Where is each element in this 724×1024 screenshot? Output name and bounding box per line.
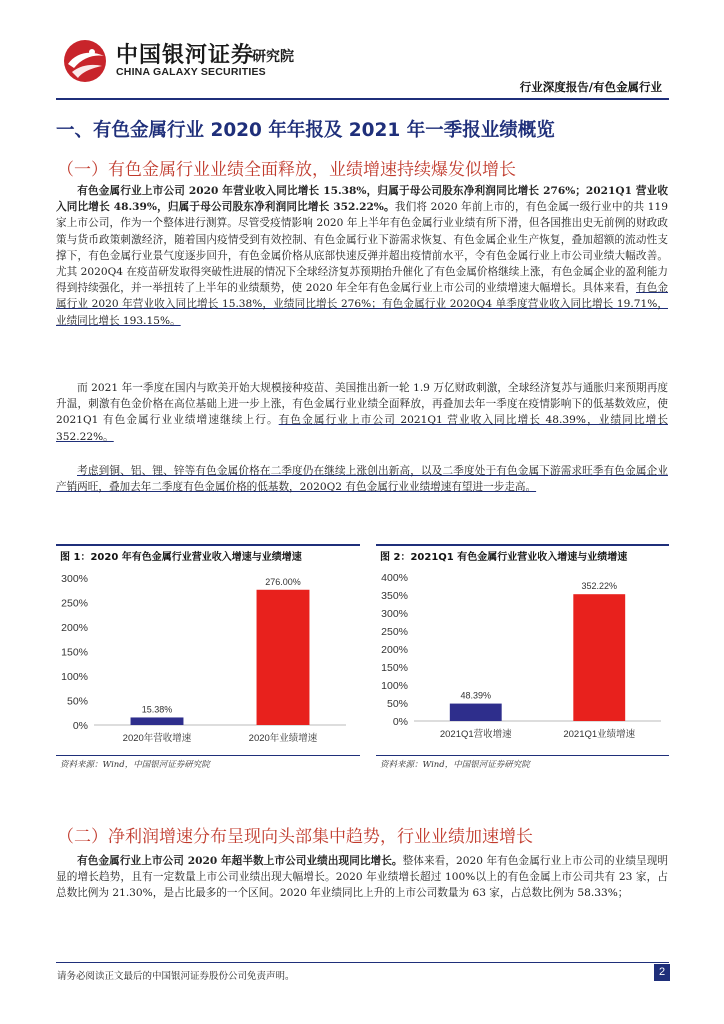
paragraph-4 [56, 853, 668, 902]
figure-2-plot [381, 572, 661, 740]
y-tick-label: 250% [61, 597, 88, 610]
bar-1 [450, 704, 502, 721]
y-tick-label: 250% [381, 626, 408, 638]
galaxy-logo-icon [62, 38, 108, 84]
y-tick-label: 150% [381, 662, 408, 674]
paragraph-4-lead: 有色金属行业上市公司 2020 年超半数上市公司业绩出现同比增长。 [77, 855, 403, 867]
y-tick-label: 200% [381, 644, 408, 656]
bar-value-label: 276.00% [265, 576, 301, 587]
figure-1-chart [56, 565, 360, 755]
paragraph-1 [56, 183, 668, 329]
x-category-label: 2021Q1业绩增速 [563, 729, 636, 740]
y-tick-label: 0% [392, 716, 408, 728]
y-tick-label: 400% [381, 572, 408, 584]
figure-2-chart [376, 565, 669, 755]
figure-1-top-rule [56, 544, 360, 546]
paragraph-2 [56, 380, 668, 445]
report-tag: 行业深度报告/有色金属行业 [519, 80, 662, 94]
y-tick-label: 200% [61, 622, 88, 634]
y-tick-label: 100% [61, 671, 88, 683]
paragraph-1-highlight: 有色金属行业 2020 年营业收入同比增长 15.38%，业绩同比增长 276%；有色金属行业 2020Q4 单季度营业收入同比增长 19.71%，业绩同比增长 193.15%。 [56, 282, 668, 327]
footer-divider [56, 962, 669, 963]
paragraph-3-highlight: 考虑到铜、铝、锂、锌等有色金属价格在二季度仍在继续上涨创出新高，以及二季度处于有色金属下游需求旺季有色金属企业产销两旺，叠加去年二季度有色金属价格的低基数，2020Q2 有色金属行业业绩增速有望进一步走高。 [56, 465, 668, 494]
figure-1-plot [61, 573, 346, 744]
y-tick-label: 50% [386, 698, 408, 710]
paragraph-4-body: 整体来看，2020 年有色金属行业上市公司的业绩呈现明显的增长趋势，且有一定数量上市公司业绩出现大幅增长。2020 年业绩增长超过 100%以上的有色金属上市公司共有 23 家，占总数比例为 21.30%，是占比最多的一个区间。2020 年业绩同比上升的上市公司数量为 63 家，占总数比例为 58.33%； [56, 855, 669, 900]
y-tick-label: 150% [61, 646, 88, 659]
figure-2-source: 资料来源：Wind，中国银河证券研究院 [380, 760, 530, 770]
figure-2-bottom-rule [376, 755, 669, 756]
figure-2-top-rule [376, 544, 669, 546]
y-tick-label: 0% [72, 720, 88, 732]
brand-name-cn: 中国银河证券 [116, 43, 255, 68]
paragraph-3 [56, 463, 668, 495]
bar-2 [573, 594, 625, 721]
paragraph-2-highlight: 有色金属行业上市公司 2021Q1 营业收入同比增长 48.39%，业绩同比增长 352.22%。 [56, 414, 668, 443]
paragraph-1-lead: 有色金属行业上市公司 2020 年营业收入同比增长 15.38%，归属于母公司股东净利润同比增长 276%；2021Q1 营业收入同比增长 48.39%，归属于母公司股东净利润同比增长 352.22%。 [56, 185, 668, 214]
y-tick-label: 100% [381, 680, 408, 692]
section-title: 一、有色金属行业 2020 年年报及 2021 年一季报业绩概览 [56, 120, 555, 141]
bar-value-label: 352.22% [581, 581, 618, 592]
y-tick-label: 350% [381, 590, 408, 602]
figure-1-source: 资料来源：Wind，中国银河证券研究院 [60, 760, 210, 770]
y-tick-label: 50% [66, 695, 88, 708]
paragraph-1-body: 我们将 2020 年前上市的，有色金属一级行业中的共 119 家上市公司，作为一个整体进行测算。尽管受疫情影响 2020 年上半年有色金属行业业绩有所下滑，但各国推出史无前例的财政政策与货币政策刺激经济，随着国内疫情受到有效控制、有色金属行业下游需求恢复、有色金属企业生产恢复，叠加超额的流动性支撑下，有色金属行业景气度逐步回升，有色金属价格从底部快速反弹并超出疫情前水平，令有色金属行业上市公司业绩大幅改善。尤其 2020Q4 在疫苗研发取得突破性进展的情况下全球经济复苏预期抬升催化了有色金属价格继续上涨，有色金属企业的盈利能力得到持续强化，并一举扭转了上半年的业绩颓势，使 2020 年全年有色金属行业上市公司的业绩增速大幅增长。具体来看， [56, 201, 668, 295]
bar-value-label: 15.38% [141, 704, 173, 715]
header-divider [56, 98, 669, 100]
y-tick-label: 300% [61, 573, 88, 585]
subsection-title: （一）有色金属行业业绩全面释放，业绩增速持续爆发似增长 [57, 160, 516, 180]
y-tick-label: 300% [381, 608, 408, 620]
institute-label: 研究院 [252, 49, 294, 65]
bar-1 [131, 717, 184, 725]
brand-name-en: CHINA GALAXY SECURITIES [116, 66, 266, 78]
figure-1-title: 图 1：2020 年有色金属行业营业收入增速与业绩增速 [60, 552, 302, 563]
footer-disclaimer: 请务必阅读正文最后的中国银河证券股份公司免责声明。 [57, 971, 295, 982]
figure-2-title: 图 2：2021Q1 有色金属行业营业收入增速与业绩增速 [380, 552, 628, 563]
bar-2 [257, 590, 310, 725]
page-number: 2 [654, 964, 670, 981]
x-category-label: 2020年业绩增速 [248, 733, 318, 744]
paragraph-2-body: 而 2021 年一季度在国内与欧美开始大规模接种疫苗、美国推出新一轮 1.9 万亿财政刺激，全球经济复苏与通胀归来预期再度升温，刺激有色金价格在高位基础上进一步上涨，有色金属行业业绩全面释放，再叠加去年一季度在疫情影响下的低基数效应，使 2021Q1 有色金属行业业绩增速继续上行。 [56, 382, 668, 427]
x-category-label: 2021Q1营收增速 [439, 729, 512, 740]
subsection-title-2: （二）净利润增速分布呈现向头部集中趋势，行业业绩加速增长 [57, 827, 533, 847]
bar-value-label: 48.39% [460, 690, 492, 701]
x-category-label: 2020年营收增速 [122, 733, 192, 744]
figure-1-bottom-rule [56, 755, 360, 756]
